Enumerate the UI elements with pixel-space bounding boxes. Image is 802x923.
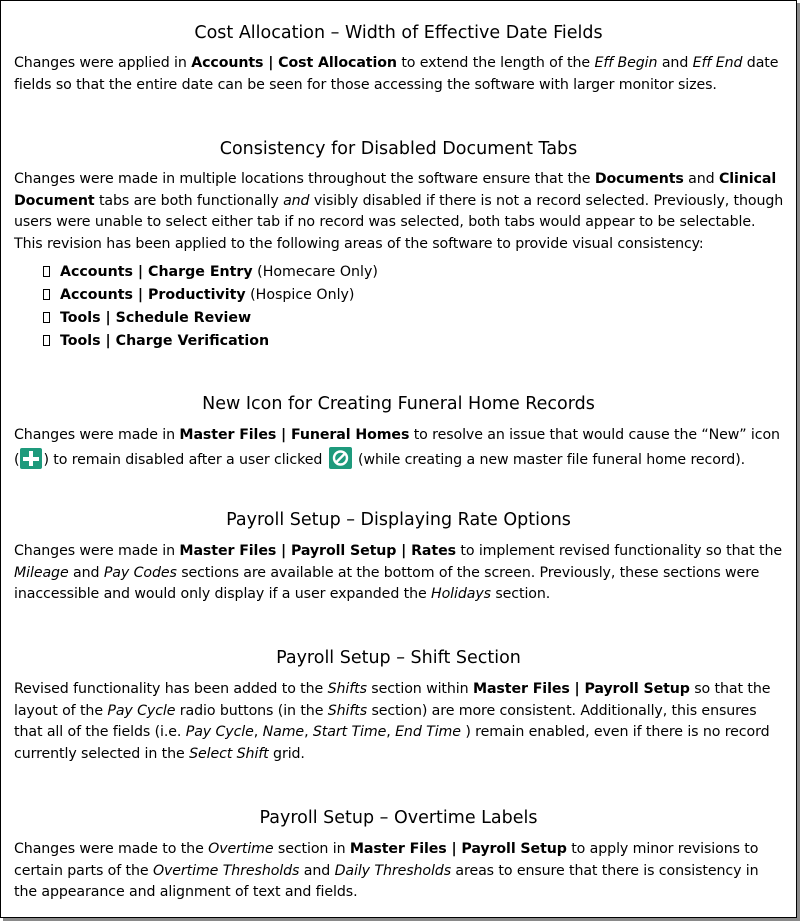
text: to resolve an issue that would cause the “New” icon: [409, 427, 780, 443]
section-name: Shifts: [327, 681, 367, 697]
field-name: Name: [262, 724, 305, 740]
section-rate-options: [1, 509, 796, 531]
list-item: [43, 261, 378, 284]
menu-path: Accounts | Cost Allocation: [191, 55, 397, 71]
text: users were unable to select either tab if no record was selected, both tabs would appear to be selectable.: [14, 214, 756, 230]
bullet-icon: [43, 289, 50, 300]
text: grid.: [268, 745, 305, 762]
area-name: Daily Thresholds: [334, 862, 452, 879]
text: Changes were made in: [14, 543, 180, 559]
text: fields so that the entire date can be seen for those accessing the software with larger monitor sizes.: [14, 76, 717, 93]
field-name: Pay Cycle: [185, 724, 254, 740]
section-title: Payroll Setup – Shift Section: [276, 648, 521, 668]
text: ,: [304, 724, 313, 740]
text: (while creating a new master file funeral home record).: [353, 451, 746, 468]
text: Changes were applied in: [14, 55, 192, 71]
text: to implement revised functionality so that the: [455, 543, 782, 559]
text: section.: [490, 586, 551, 602]
field-name: Eff End: [692, 55, 743, 71]
bullet-icon: [43, 266, 50, 277]
emphasis: and: [283, 192, 310, 209]
section-funeral-home-icon: [1, 393, 796, 415]
text: section within: [366, 681, 473, 697]
section-name: Mileage: [14, 564, 69, 581]
section-shift-section: [1, 647, 796, 669]
grid-name: Select Shift: [189, 745, 269, 762]
text: ) remain enabled, even if there is no record: [460, 724, 770, 740]
bullet-icon: [43, 335, 50, 346]
text: and: [657, 55, 693, 71]
field-name: Pay Cycle: [107, 702, 176, 719]
text: Changes were made in: [14, 427, 180, 443]
text: layout of the: [14, 702, 108, 719]
section-overtime-labels: [1, 807, 796, 829]
text: section) are more consistent. Additionally, this ensures: [367, 702, 757, 719]
section-title: Cost Allocation – Width of Effective Date Fields: [194, 23, 603, 43]
menu-path: Master Files | Payroll Setup | Rates: [179, 543, 456, 559]
section-name: Pay Codes: [103, 564, 177, 581]
text: This revision has been applied to the following areas of the software to provide visual consistency:: [14, 235, 704, 252]
section-body: [14, 53, 796, 96]
section-name: Shifts: [327, 702, 368, 719]
text: ) to remain disabled after a user clicked: [43, 451, 327, 468]
affected-areas-list: [43, 261, 378, 353]
section-body: [14, 541, 796, 606]
menu-path: Master Files | Payroll Setup: [349, 841, 567, 857]
tab-name: Clinical: [718, 171, 777, 187]
section-title: New Icon for Creating Funeral Home Records: [202, 394, 595, 414]
field-name: End Time: [395, 724, 461, 740]
menu-path: Accounts | Charge Entry: [60, 264, 253, 280]
section-body: [14, 839, 796, 904]
text: inaccessible and would only display if a user expanded the: [14, 586, 432, 602]
section-title: Consistency for Disabled Document Tabs: [219, 139, 578, 159]
section-title: Payroll Setup – Overtime Labels: [259, 808, 538, 828]
text: Changes were made to the: [14, 841, 209, 857]
section-body: [14, 169, 796, 255]
text: visibly disabled if there is not a record selected. Previously, though: [309, 192, 784, 209]
field-name: Start Time: [312, 724, 387, 740]
text: to apply minor revisions to: [566, 841, 759, 857]
section-name: Holidays: [431, 586, 491, 602]
text: to extend the length of the: [396, 55, 595, 71]
list-item: [43, 330, 378, 353]
bullet-icon: [43, 312, 50, 323]
text: currently selected in the: [14, 745, 190, 762]
text: radio buttons (in the: [175, 702, 328, 719]
list-item: [43, 284, 378, 307]
section-body: [14, 679, 796, 765]
plus-icon: [20, 448, 42, 469]
text: tabs are both functionally: [94, 192, 284, 209]
text: and: [683, 171, 719, 187]
text: (: [14, 451, 20, 468]
text: section in: [273, 841, 350, 857]
text: and: [299, 862, 335, 879]
section-title: Payroll Setup – Displaying Rate Options: [226, 510, 571, 530]
field-name: Eff Begin: [594, 55, 658, 71]
section-body: [14, 425, 796, 471]
text: date: [742, 55, 779, 71]
note: (Hospice Only): [245, 287, 355, 303]
cancel-icon: [329, 447, 352, 469]
text: ,: [386, 724, 396, 740]
text: areas to ensure that there is consistency in: [451, 862, 759, 879]
menu-path: Master Files | Payroll Setup: [472, 681, 690, 697]
text: Changes were made in multiple locations throughout the software ensure that the: [14, 171, 595, 187]
section-name: Overtime: [208, 841, 274, 857]
text: and: [68, 564, 104, 581]
text: the appearance and alignment of text and fields.: [14, 884, 358, 900]
text: Revised functionality has been added to the: [14, 681, 328, 697]
text: sections are available at the bottom of the screen. Previously, these sections were: [176, 564, 760, 581]
tab-name: Document: [14, 192, 95, 209]
section-cost-allocation: [1, 22, 796, 44]
menu-path: Tools | Charge Verification: [60, 333, 270, 349]
section-disabled-document-tabs: [1, 138, 796, 160]
menu-path: Master Files | Funeral Homes: [179, 427, 410, 443]
text: certain parts of the: [14, 862, 153, 879]
text: ,: [253, 724, 263, 740]
area-name: Overtime Thresholds: [152, 862, 300, 879]
text: so that the: [689, 681, 771, 697]
tab-name: Documents: [594, 171, 684, 187]
note: (Homecare Only): [252, 264, 378, 280]
menu-path: Tools | Schedule Review: [60, 310, 252, 326]
text: that all of the fields (i.e.: [14, 724, 186, 740]
list-item: [43, 307, 378, 330]
menu-path: Accounts | Productivity: [60, 287, 246, 303]
